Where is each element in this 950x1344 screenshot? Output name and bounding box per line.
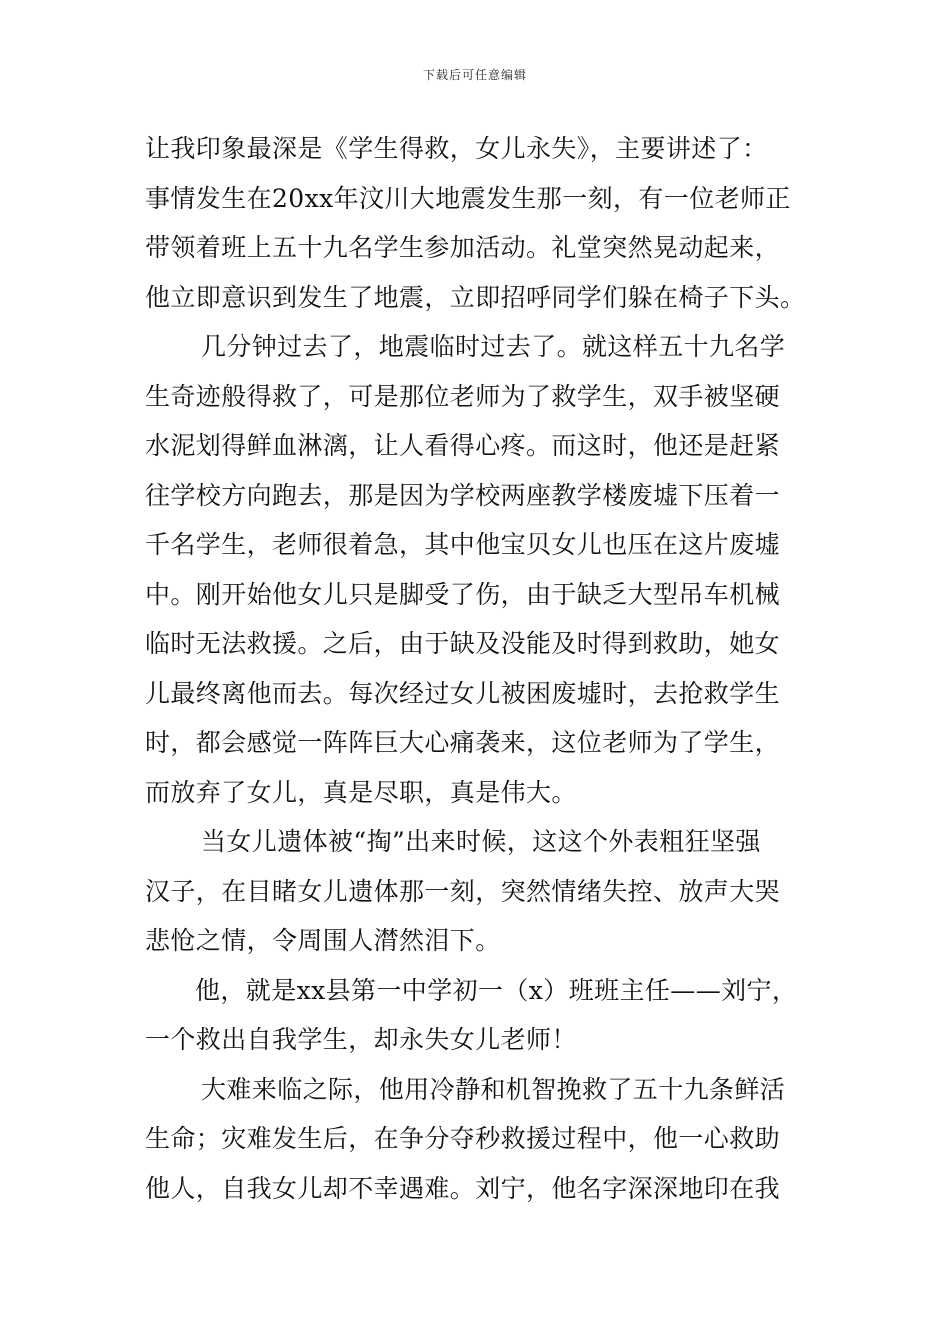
- text-line-indented: 他，就是xx县第一中学初一（x）班班主任——刘宁，: [195, 975, 798, 1005]
- text-line-indented: 几分钟过去了，地震临时过去了。就这样五十九名学: [201, 332, 786, 361]
- text-line: 悲怆之情，令周围人潸然泪下。: [145, 926, 501, 955]
- text-line: 千名学生，老师很着急，其中他宝贝女儿也压在这片废墟: [145, 530, 781, 559]
- text-line: 生命；灾难发生后，在争分夺秒救援过程中，他一心救助: [145, 1124, 781, 1153]
- paragraph-2: [145, 322, 807, 817]
- text-line: 临时无法救援。之后，由于缺及没能及时得到救助，她女: [145, 629, 781, 658]
- text-line: 而放弃了女儿，真是尽职，真是伟大。: [145, 777, 577, 807]
- page-header: 下载后可任意编辑: [422, 68, 527, 82]
- paragraph-5: [145, 1065, 807, 1214]
- text-line: 事情发生在20xx年汶川大地震发生那一刻，有一位老师正: [145, 183, 791, 213]
- text-line: 往学校方向跑去，那是因为学校两座教学楼废墟下压着一: [145, 480, 781, 510]
- text-line: 时，都会感觉一阵阵巨大心痛袭来，这位老师为了学生，: [145, 728, 781, 757]
- text-line-indented: 当女儿遗体被“掏”出来时候，这这个外表粗狂坚强: [201, 827, 761, 856]
- text-line: 一个救出自我学生，却永失女儿老师！: [145, 1025, 577, 1054]
- text-line: 儿最终离他而去。每次经过女儿被困废墟时，去抢救学生: [145, 678, 781, 708]
- text-line: 他立即意识到发生了地震，立即招呼同学们躲在椅子下头。: [145, 282, 806, 312]
- text-line: 中。刚开始他女儿只是脚受了伤，由于缺乏大型吊车机械: [145, 579, 781, 609]
- text-line-indented: 大难来临之际，他用冷静和机智挽救了五十九条鲜活: [201, 1074, 786, 1104]
- paragraph-3: [145, 817, 807, 966]
- text-line: 生奇迹般得救了，可是那位老师为了救学生，双手被坚硬: [145, 381, 781, 411]
- text-line: 让我印象最深是《学生得救，女儿永失》，主要讲述了：: [145, 134, 768, 163]
- document-body: [145, 124, 807, 1213]
- paragraph-1: [145, 124, 807, 322]
- text-line: 带领着班上五十九名学生参加活动。礼堂突然晃动起来，: [145, 233, 781, 262]
- text-line: 水泥划得鲜血淋漓，让人看得心疼。而这时，他还是赶紧: [145, 431, 781, 460]
- paragraph-4: [145, 966, 807, 1065]
- text-line: 汉子，在目睹女儿遗体那一刻，突然情绪失控、放声大哭: [145, 876, 781, 906]
- text-line: 他人，自我女儿却不幸遇难。刘宁，他名字深深地印在我: [145, 1173, 781, 1203]
